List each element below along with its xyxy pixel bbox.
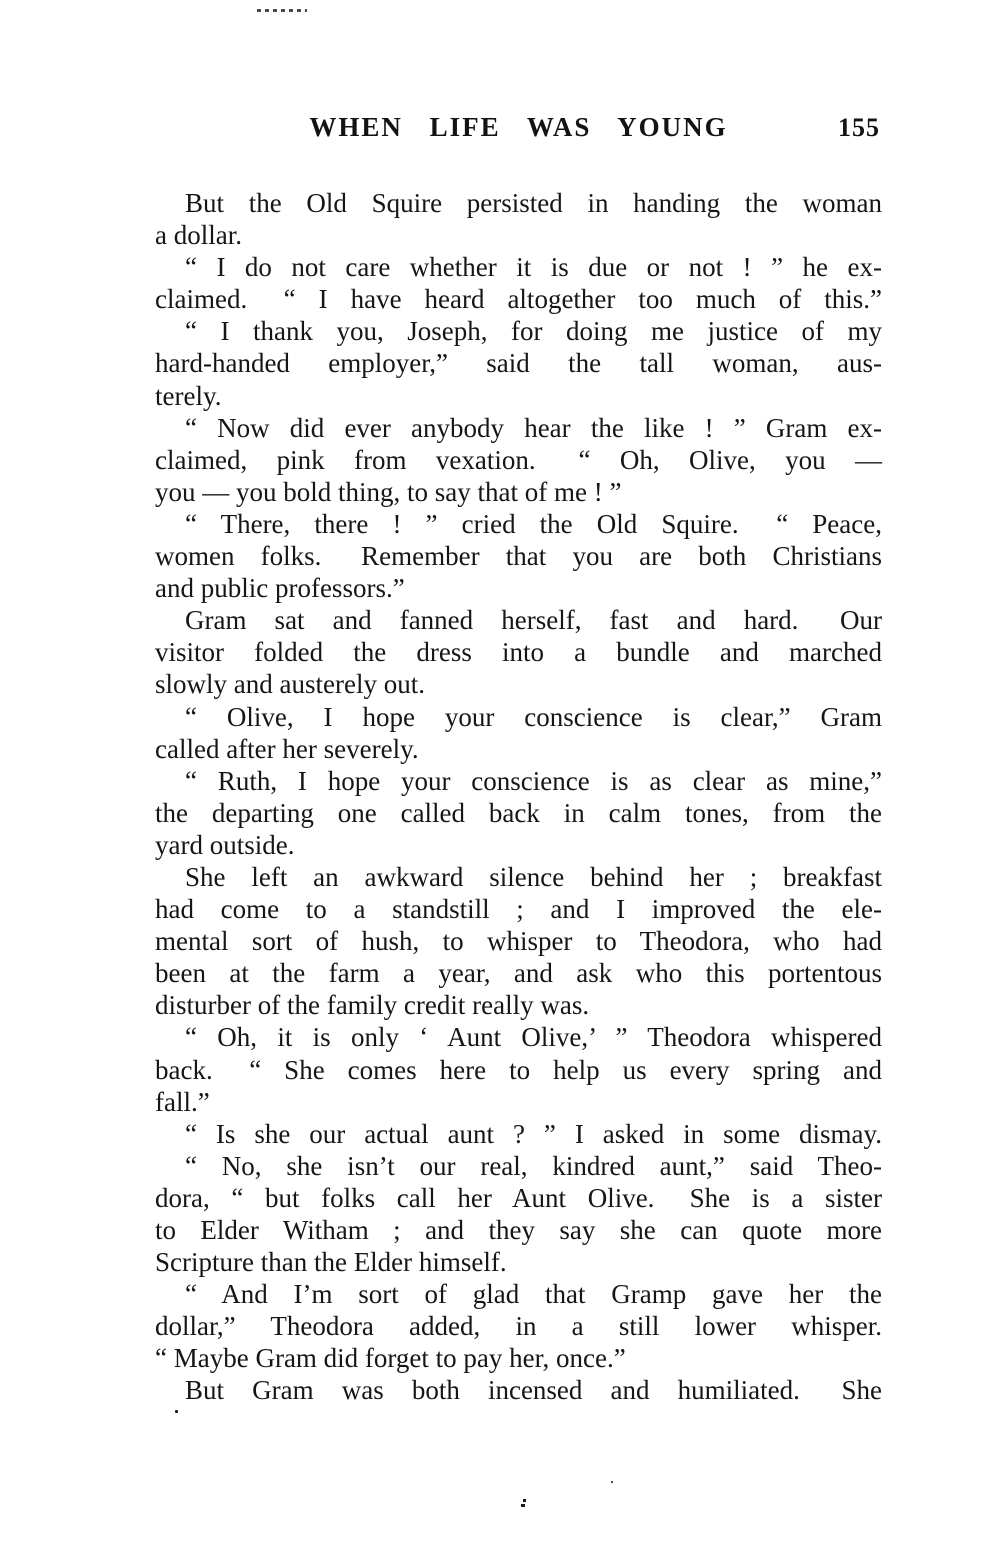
paragraph <box>155 1374 882 1406</box>
paragraph <box>155 1118 882 1150</box>
text-line: fall.” <box>155 1086 210 1117</box>
text-line: dora, “ but folks call her Aunt Olive. She is a sister <box>155 1182 882 1213</box>
scan-speck <box>611 1481 613 1483</box>
text-line: “ Oh, it is only ‘ Aunt Olive,’ ” Theodora whispered <box>185 1022 882 1053</box>
paragraph <box>155 765 882 861</box>
paragraph <box>155 1278 882 1374</box>
paragraph <box>155 604 882 700</box>
text-line: Scripture than the Elder himself. <box>155 1247 507 1278</box>
paragraph <box>155 187 882 251</box>
text-line: dollar,” Theodora added, in a still lower whisper. <box>155 1311 882 1342</box>
page-text <box>155 187 882 1407</box>
text-line: But the Old Squire persisted in handing the woman <box>185 188 882 218</box>
text-line: “ I thank you, Joseph, for doing me justice of my <box>185 316 882 347</box>
paragraph <box>155 251 882 315</box>
text-line: Gram sat and fanned herself, fast and hard. Our <box>185 605 882 636</box>
paragraph <box>155 508 882 604</box>
paragraph <box>155 315 882 411</box>
text-line: to Elder Witham ; and they say she can quote more <box>155 1215 882 1245</box>
page-number: 155 <box>838 113 880 142</box>
text-line: mental sort of hush, to whisper to Theodora, who had <box>155 926 882 957</box>
scan-artifact-top <box>257 9 307 12</box>
text-line: visitor folded the dress into a bundle and marched <box>155 637 882 668</box>
text-line: you — you bold thing, to say that of me ! ” <box>155 476 622 507</box>
text-line: and public professors.” <box>155 573 405 604</box>
paragraph <box>155 701 882 765</box>
paragraph <box>155 412 882 508</box>
text-line: But Gram was both incensed and humiliated. She <box>185 1375 882 1406</box>
text-line: hard-handed employer,” said the tall woman, aus- <box>155 348 882 379</box>
text-line: the departing one called back in calm tones, from the <box>155 797 882 828</box>
running-header <box>155 112 882 146</box>
text-line: “ Is she our actual aunt ? ” I asked in some dismay. <box>185 1118 882 1149</box>
text-line: “ I do not care whether it is due or not ! ” he ex- <box>185 252 882 283</box>
text-line: women folks. Remember that you are both Christians <box>155 541 882 572</box>
text-line: had come to a standstill ; and I improved the ele- <box>155 894 882 925</box>
paragraph <box>155 861 882 1021</box>
paragraph <box>155 1021 882 1117</box>
text-line: “ And I’m sort of glad that Gramp gave her the <box>185 1279 882 1310</box>
text-line: disturber of the family credit really was. <box>155 990 590 1021</box>
running-title: WHEN LIFE WAS YOUNG <box>309 112 728 142</box>
text-line: “ No, she isn’t our real, kindred aunt,” said Theo- <box>185 1150 882 1181</box>
text-line: slowly and austerely out. <box>155 669 425 700</box>
text-line: back. “ She comes here to help us every spring and <box>155 1054 882 1085</box>
text-line: been at the farm a year, and ask who this portentous <box>155 958 882 989</box>
text-line: She left an awkward silence behind her ; breakfast <box>185 861 882 892</box>
text-line: called after her severely. <box>155 733 419 764</box>
text-line: terely. <box>155 380 222 411</box>
text-line: “ Now did ever anybody hear the like ! ” Gram ex- <box>185 412 882 443</box>
text-line: “ Olive, I hope your conscience is clear,” Gram <box>185 701 882 732</box>
text-line: yard outside. <box>155 829 295 860</box>
text-line: claimed, pink from vexation. “ Oh, Olive, you — <box>155 444 882 475</box>
text-line: claimed. “ I have heard altogether too much of this.” <box>155 284 882 315</box>
text-line: a dollar. <box>155 220 242 251</box>
text-line: “ There, there ! ” cried the Old Squire. “ Peace, <box>185 508 882 539</box>
paragraph <box>155 1150 882 1278</box>
text-line: “ Maybe Gram did forget to pay her, once.” <box>155 1343 626 1374</box>
text-line: “ Ruth, I hope your conscience is as clear as mine,” <box>185 765 882 796</box>
scan-speck <box>175 1410 178 1413</box>
scan-speck <box>521 1499 526 1507</box>
